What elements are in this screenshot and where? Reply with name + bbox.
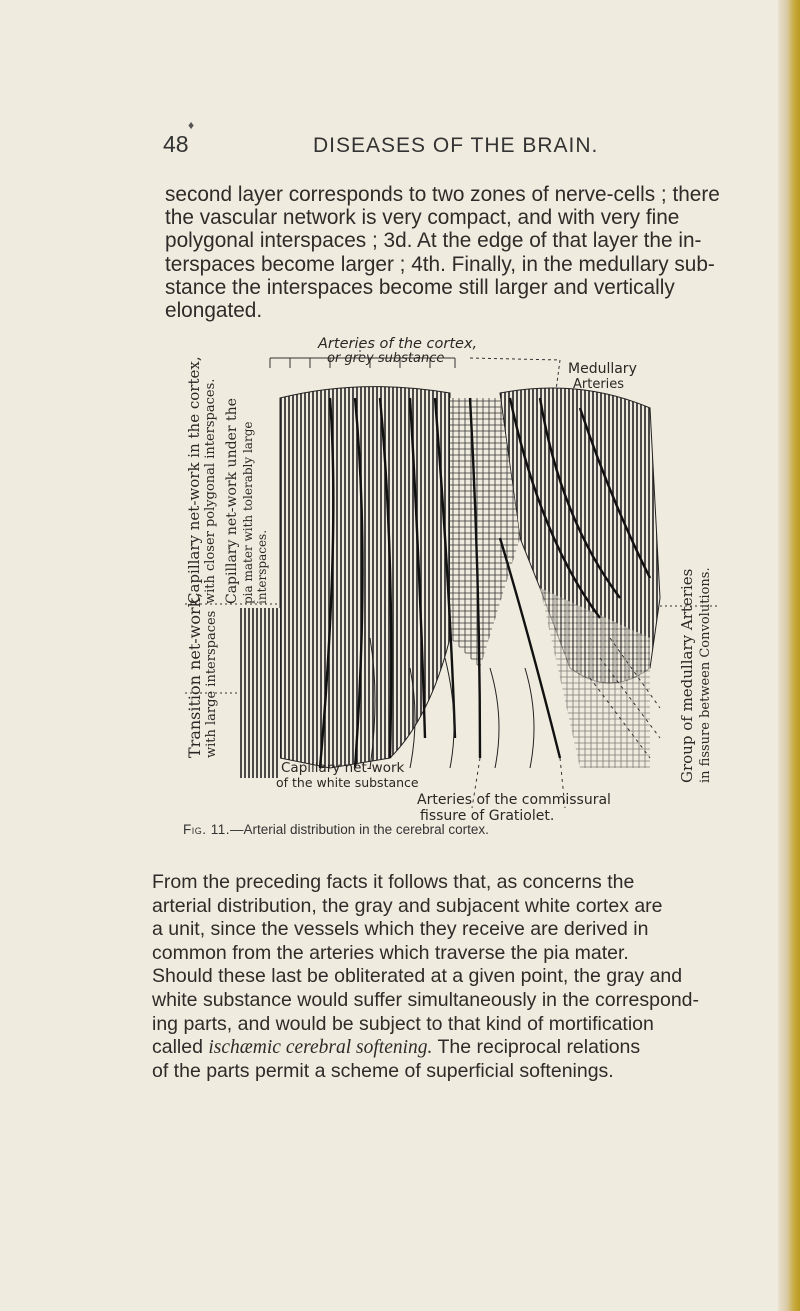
cortex-vessel-network bbox=[240, 387, 660, 778]
label-capillary-cortex: Capillary net-work in the cortex, bbox=[185, 356, 203, 604]
label-commissural: Arteries of the commissural bbox=[417, 792, 611, 808]
paragraph-1 bbox=[165, 183, 740, 322]
label-fissure-convolutions: in fissure between Convolutions. bbox=[698, 567, 713, 783]
printer-mark: ♦ bbox=[188, 118, 195, 132]
running-head bbox=[163, 131, 743, 171]
page-title: DISEASES OF THE BRAIN. bbox=[313, 134, 599, 157]
label-gratiolet: fissure of Gratiolet. bbox=[420, 808, 555, 824]
paragraph-2 bbox=[152, 871, 742, 1083]
label-group-medullary: Group of medullary Arteries bbox=[678, 568, 696, 783]
label-arteries-cortex: Arteries of the cortex, bbox=[318, 336, 478, 352]
label-transition: Transition net-work, bbox=[185, 592, 204, 758]
text-line: polygonal interspaces ; 3d. At the edge of that layer the in- bbox=[165, 229, 702, 253]
label-closer-interspaces: with closer polygonal interspaces. bbox=[203, 378, 218, 604]
text-line: From the preceding facts it follows that, as concerns the bbox=[152, 871, 635, 893]
left-lower-block bbox=[240, 608, 280, 778]
figure-number: Fig. 11. bbox=[183, 822, 231, 837]
label-capillary-pia: Capillary net-work under the bbox=[224, 398, 240, 604]
page-number: 48 bbox=[163, 131, 189, 157]
label-large-interspaces: with large interspaces bbox=[204, 610, 219, 758]
text-line: terspaces become larger ; 4th. Finally, in the medullary sub- bbox=[165, 252, 715, 276]
text-line: arterial distribution, the gray and subjacent white cortex are bbox=[152, 894, 663, 917]
text-line: Should these last be obliterated at a given point, the gray and bbox=[152, 965, 683, 988]
text-line: stance the interspaces become still larger and vertically bbox=[165, 275, 675, 299]
text-fragment: The reciprocal relations bbox=[432, 1036, 641, 1059]
text-line: second layer corresponds to two zones of nerve-cells ; there bbox=[165, 183, 720, 206]
text-fragment: called bbox=[152, 1036, 209, 1059]
text-line: the vascular network is very compact, and with very fine bbox=[165, 206, 680, 230]
italic-term: ischæmic cerebral softening. bbox=[208, 1037, 433, 1059]
text-line bbox=[152, 1036, 742, 1060]
text-line: elongated. bbox=[165, 299, 263, 323]
label-grey-substance: or grey substance bbox=[327, 351, 445, 366]
figure-caption bbox=[183, 822, 489, 837]
label-pia-large: pia mater with tolerably large bbox=[241, 421, 255, 604]
caption-text: —Arterial distribution in the cerebral cortex. bbox=[230, 822, 489, 837]
text-line: ing parts, and would be subject to that kind of mortification bbox=[152, 1012, 654, 1035]
label-arteries: Arteries bbox=[573, 377, 625, 392]
label-capillary-white: Capillary net-work bbox=[281, 760, 405, 776]
text-line: white substance would suffer simultaneously in the correspond- bbox=[152, 988, 700, 1011]
text-line: of the parts permit a scheme of superficial softenings. bbox=[152, 1059, 614, 1082]
label-interspaces: interspaces. bbox=[255, 529, 269, 604]
arterial-distribution-figure bbox=[180, 338, 740, 858]
page-edge-binding bbox=[778, 0, 800, 1311]
label-medullary: Medullary bbox=[568, 361, 637, 377]
text-line: a unit, since the vessels which they receive are derived in bbox=[152, 918, 649, 941]
text-line: common from the arteries which traverse the pia mater. bbox=[152, 941, 629, 964]
label-white-substance: of the white substance bbox=[276, 775, 419, 790]
